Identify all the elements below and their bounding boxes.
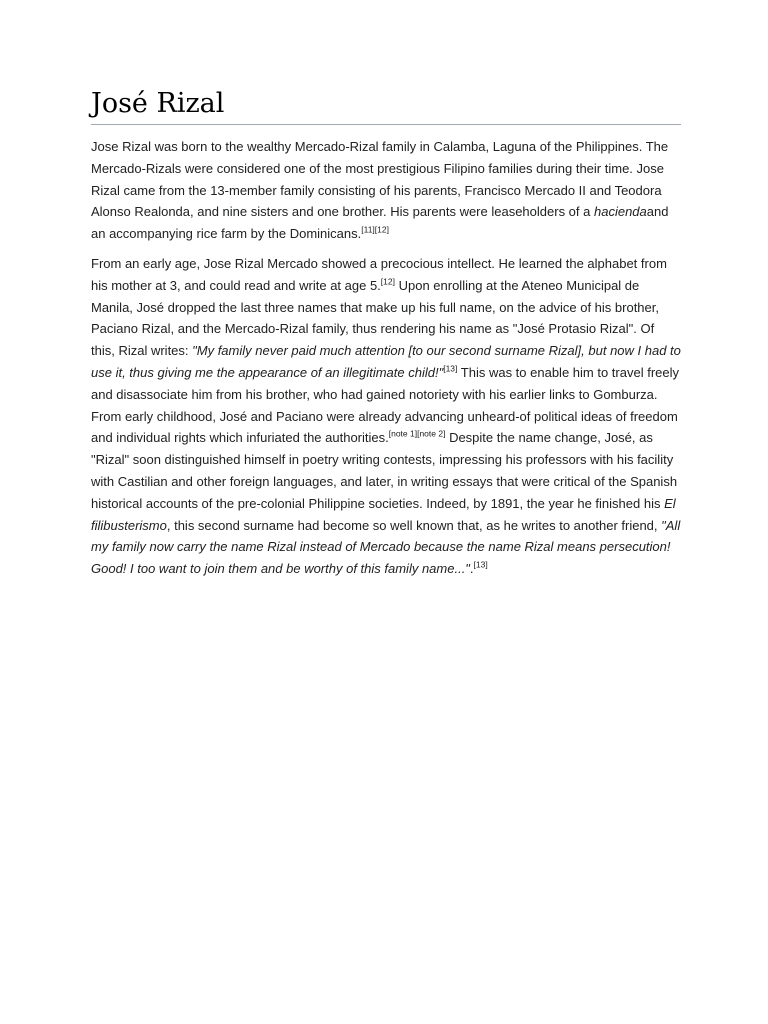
book-title-el-filibusterismo: El filibusterismo <box>91 495 676 533</box>
article <box>91 88 681 580</box>
paragraph-text: Upon enrolling at the Ateneo Municipal de Manila, José dropped the last three names that make up his full name, on the advice of his brother, Paciano Rizal, and the Mercado-Rizal family, thus rendering his name as "José Protasio Rizal". Of this, Rizal writes: <box>91 277 659 359</box>
paragraph-early-family <box>91 136 681 245</box>
paragraph-text: From an early age, Jose Rizal Mercado showed a precocious intellect. He learned the alphabet from his mother at 3, and could read and write at age 5. <box>91 255 667 293</box>
paragraph-text: and an accompanying rice farm by the Dominicans. <box>91 204 669 242</box>
reference-link[interactable]: [13] <box>473 559 488 570</box>
note-reference-link[interactable]: [note 1][note 2] <box>388 429 446 440</box>
reference-link[interactable]: [12] <box>380 276 395 287</box>
paragraph-text: Despite the name change, José, as "Rizal" soon distinguished himself in poetry writing contests, impressing his professors with his facility with Castilian and other foreign languages, and later, in writing essays that were critical of the Spanish historical accounts of the pre-colonial Philippine societies. Indeed, by 1891, the year he finished his <box>91 430 678 511</box>
page-title: José Rizal <box>91 88 681 125</box>
reference-link[interactable]: [11][12] <box>361 224 389 235</box>
paragraph-text: Jose Rizal was born to the wealthy Mercado-Rizal family in Calamba, Laguna of the Philippines. The Mercado-Rizals were considered one of the most prestigious Filipino families during their time. Jose Rizal came from the 13-member family consisting of his parents, Francisco Mercado II and Teodora Alonso Realonda, and nine sisters and one brother. His parents were leaseholders of a <box>91 139 669 220</box>
paragraph-text: , this second surname had become so well known that, as he writes to another friend, <box>166 517 662 533</box>
paragraph-text: . <box>469 561 474 577</box>
paragraph-text: This was to enable him to travel freely and disassociate him from his brother, who had gained notoriety with his earlier links to Gomburza. From early childhood, José and Paciano were already advancing unheard-of political ideas of freedom and individual rights which infuriated the authorities. <box>91 364 679 446</box>
quote-name-rizal: "All my family now carry the name Rizal instead of Mercado because the name Rizal means persecution! Good! I too want to join them and be worthy of this family name..." <box>91 517 681 577</box>
emphasis-hacienda: hacienda <box>593 204 647 220</box>
reference-link[interactable]: [13] <box>443 363 458 374</box>
quote-family-surname: "My family never paid much attention [to our second surname Rizal], but now I had to use it, thus giving me the appearance of an illegitimate child!" <box>91 343 681 380</box>
paragraph-education-name <box>91 253 681 580</box>
